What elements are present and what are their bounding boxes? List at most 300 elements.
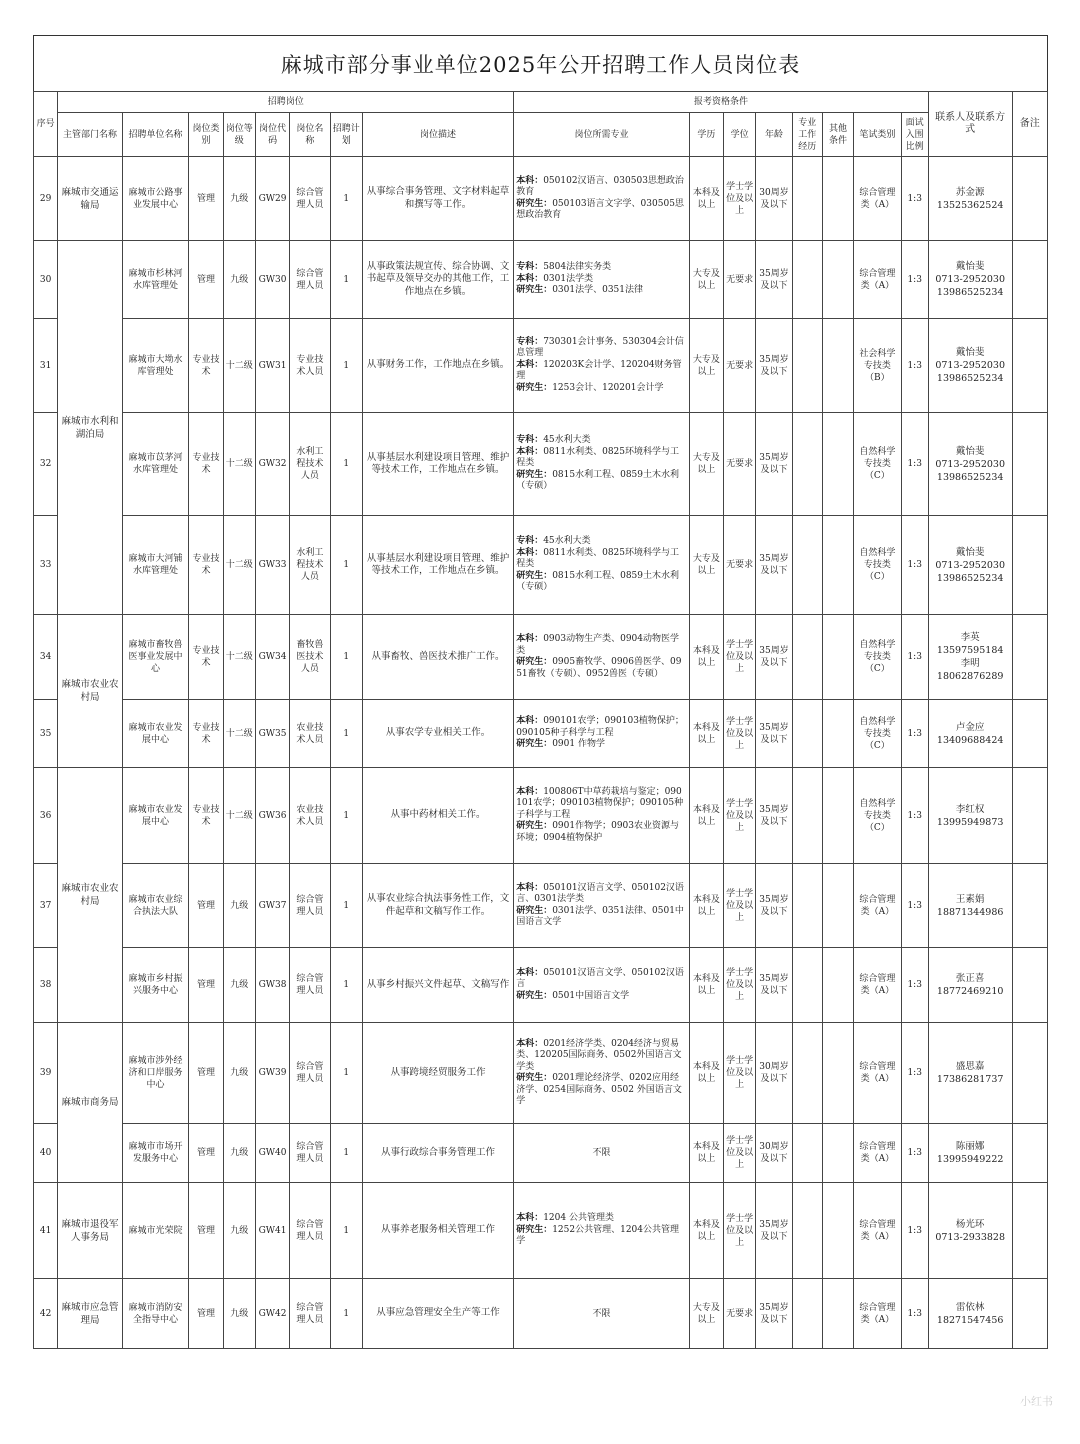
unit-cell: 麻城市农业综合执法大队 [122,864,189,948]
pname-cell: 综合管理人员 [290,1023,330,1124]
major-list: 0815水利工程、0859土木水利（专硕） [516,570,680,593]
major-list: 120203K会计学、120204财务管理 [516,359,682,382]
contact-line: 张正喜 [955,973,985,984]
exam-cell: 自然科学专技类（C） [854,768,901,864]
age-cell: 35周岁及以下 [756,948,792,1023]
major-cell [514,768,690,864]
level-cell: 十二级 [223,615,255,700]
dept-cell: 麻城市水利和湖泊局 [58,241,123,615]
major-level-label: 本科： [516,786,544,797]
major-list: 45水利大类 [543,536,591,547]
major-list: 050101汉语言文学、050102汉语言 [516,967,684,990]
quota-cell: 1 [330,413,362,516]
table-row [34,1124,1048,1183]
contact-cell [928,319,1012,413]
contact-line: 盛思嘉 [955,1061,985,1072]
header-pname: 岗位名称 [290,113,330,157]
unit-cell: 麻城市杉林河水库管理处 [122,241,189,319]
code-cell: GW36 [255,768,289,864]
header-degree: 学位 [724,113,756,157]
major-list: 0903动物生产类、0904动物医学类 [516,634,680,656]
remark-cell [1012,948,1047,1023]
contact-line: 18062876289 [936,671,1004,682]
exam-cell: 综合管理类（A） [854,948,901,1023]
pname-cell: 农业技术人员 [290,700,330,768]
category-cell: 管理 [189,1183,223,1279]
exp-cell [792,1023,822,1124]
contact-line: 0713-2952030 [935,274,1006,285]
level-cell: 九级 [223,1124,255,1183]
desc-cell: 从事行政综合事务管理工作 [362,1124,513,1183]
degree-cell: 无要求 [724,413,756,516]
contact-cell [928,768,1012,864]
exp-cell [792,1279,822,1349]
pname-cell: 综合管理人员 [290,948,330,1023]
exp-cell [792,768,822,864]
edu-cell: 大专及以上 [689,241,723,319]
major-list: 100806T中草药栽培与鉴定；090101农学；090103植物保护；090105种子科学与工程 [516,786,684,820]
ratio-cell: 1:3 [901,157,928,241]
major-level-label: 本科： [516,359,544,370]
exam-cell: 综合管理类（A） [854,1183,901,1279]
major-level-label: 研究生： [516,570,553,581]
edu-cell: 大专及以上 [689,516,723,615]
pname-cell: 综合管理人员 [290,1279,330,1349]
seq-cell: 35 [34,700,58,768]
major-cell [514,948,690,1023]
degree-cell: 学士学位及以上 [724,700,756,768]
job-table-sheet [33,35,1048,1349]
quota-cell: 1 [330,948,362,1023]
category-cell: 专业技术 [189,516,223,615]
other-cell [822,1124,853,1183]
major-list: 1253会计、120201会计学 [552,382,664,393]
ratio-cell: 1:3 [901,700,928,768]
degree-cell: 学士学位及以上 [724,1183,756,1279]
ratio-cell: 1:3 [901,319,928,413]
major-cell [514,615,690,700]
table-row [34,700,1048,768]
header-seq: 序号 [34,92,58,157]
code-cell: GW41 [255,1183,289,1279]
table-row [34,1183,1048,1279]
contact-cell [928,157,1012,241]
page-title: 麻城市部分事业单位2025年公开招聘工作人员岗位表 [33,35,1048,91]
desc-cell: 从事中药材相关工作。 [362,768,513,864]
contact-line: 0713-2952030 [935,559,1006,571]
age-cell: 35周岁及以下 [756,1183,792,1279]
level-cell: 九级 [223,864,255,948]
edu-cell: 本科及以上 [689,700,723,768]
unit-cell: 麻城市农业发展中心 [122,700,189,768]
level-cell: 九级 [223,1183,255,1279]
major-level-label: 本科： [516,634,544,644]
seq-cell: 33 [34,516,58,615]
quota-cell: 1 [330,1124,362,1183]
desc-cell: 从事农学专业相关工作。 [362,700,513,768]
remark-cell [1012,864,1047,948]
major-level-label: 研究生： [516,1224,553,1235]
contact-line: 戴怡斐 [955,445,985,457]
code-cell: GW32 [255,413,289,516]
major-cell [514,319,690,413]
age-cell: 30周岁及以下 [756,157,792,241]
unit-cell: 麻城市公路事业发展中心 [122,157,189,241]
degree-cell: 无要求 [724,241,756,319]
contact-cell [928,615,1012,700]
contact-line: 18871344986 [936,906,1004,918]
contact-line: 18772469210 [936,986,1004,997]
unit-cell: 麻城市大河铺水库管理处 [122,516,189,615]
seq-cell: 38 [34,948,58,1023]
dept-cell: 麻城市退役军人事务局 [58,1183,123,1279]
major-level-label: 本科： [516,967,544,978]
unit-cell: 麻城市大坳水库管理处 [122,319,189,413]
age-cell: 35周岁及以下 [756,700,792,768]
major-cell [514,157,690,241]
contact-line: 0713-2952030 [935,458,1006,470]
major-list: 0901 作物学 [552,739,605,750]
contact-line: 13986525234 [936,287,1004,298]
seq-cell: 40 [34,1124,58,1183]
exam-cell: 自然科学专技类（C） [854,516,901,615]
desc-cell: 从事综合事务管理、文字材料起草和撰写等工作。 [362,157,513,241]
table-row [34,864,1048,948]
category-cell: 专业技术 [189,700,223,768]
age-cell: 35周岁及以下 [756,1279,792,1349]
desc-cell: 从事政策法规宣传、综合协调、文书起草及领导交办的其他工作，工作地点在乡镇。 [362,241,513,319]
header-major: 岗位所需专业 [514,113,690,157]
header-edu: 学历 [689,113,723,157]
table-row [34,1279,1048,1349]
other-cell [822,864,853,948]
major-list: 050102汉语言、030503思想政治教育 [516,175,684,197]
remark-cell [1012,615,1047,700]
contact-line: 戴怡斐 [955,546,985,558]
major-list: 0905畜牧学、0906兽医学、0951畜牧（专硕）、0952兽医（专硕） [516,657,682,679]
contact-line: 陈丽娜 [955,1141,985,1152]
quota-cell: 1 [330,241,362,319]
major-level-label: 专科： [516,336,544,347]
remark-cell [1012,1183,1047,1279]
major-level-label: 研究生： [516,657,553,667]
level-cell: 十二级 [223,700,255,768]
exp-cell [792,864,822,948]
major-level-label: 研究生： [516,739,553,750]
other-cell [822,768,853,864]
exam-cell: 社会科学专技类（B） [854,319,901,413]
major-list: 0201经济学类、0204经济与贸易类、120205国际商务、0502外国语言文学类 [516,1038,682,1072]
exam-cell: 自然科学专技类（C） [854,413,901,516]
contact-cell [928,948,1012,1023]
degree-cell: 学士学位及以上 [724,1023,756,1124]
major-list: 090101农学；090103植物保护；090105种子科学与工程 [516,716,684,738]
degree-cell: 学士学位及以上 [724,768,756,864]
desc-cell: 从事应急管理安全生产等工作 [362,1279,513,1349]
quota-cell: 1 [330,1183,362,1279]
major-cell [514,1023,690,1124]
quota-cell: 1 [330,319,362,413]
desc-cell: 从事农业综合执法事务性工作，文件起草和文稿写作工作。 [362,864,513,948]
major-list: 0815水利工程、0859土木水利（专硕） [516,469,680,492]
major-list: 0901作物学；0903农业资源与环境；0904植物保护 [516,821,680,843]
category-cell: 管理 [189,241,223,319]
exp-cell [792,413,822,516]
header-group-post: 招聘岗位 [58,92,514,113]
major-list: 0811水利类、0825环境科学与工程类 [516,547,680,570]
pname-cell: 综合管理人员 [290,1124,330,1183]
seq-cell: 34 [34,615,58,700]
dept-cell: 麻城市应急管理局 [58,1279,123,1349]
code-cell: GW40 [255,1124,289,1183]
degree-cell: 学士学位及以上 [724,1124,756,1183]
edu-cell: 本科及以上 [689,768,723,864]
header-category: 岗位类别 [189,113,223,157]
table-row [34,768,1048,864]
seq-cell: 42 [34,1279,58,1349]
desc-cell: 从事养老服务相关管理工作 [362,1183,513,1279]
header-unit: 招聘单位名称 [122,113,189,157]
exam-cell: 综合管理类（A） [854,157,901,241]
code-cell: GW29 [255,157,289,241]
major-level-label: 本科： [516,175,544,186]
contact-cell [928,1124,1012,1183]
exam-cell: 综合管理类（A） [854,1023,901,1124]
major-level-label: 研究生： [516,382,553,393]
major-level-label: 专科： [516,435,544,446]
level-cell: 十二级 [223,413,255,516]
other-cell [822,413,853,516]
unit-cell: 麻城市消防安全指导中心 [122,1279,189,1349]
pname-cell: 水利工程技术人员 [290,413,330,516]
table-body [34,157,1048,1349]
quota-cell: 1 [330,157,362,241]
ratio-cell: 1:3 [901,948,928,1023]
header-level: 岗位等级 [223,113,255,157]
header-remark: 备注 [1012,92,1047,157]
category-cell: 专业技术 [189,615,223,700]
desc-cell: 从事基层水利建设项目管理、维护等技术工作，工作地点在乡镇。 [362,516,513,615]
category-cell: 管理 [189,1279,223,1349]
other-cell [822,319,853,413]
dept-cell: 麻城市交通运输局 [58,157,123,241]
contact-line: 13986525234 [936,471,1004,483]
category-cell: 管理 [189,1124,223,1183]
major-level-label: 本科： [516,716,544,727]
major-list: 0301法学、0351法律 [552,285,644,296]
pname-cell: 综合管理人员 [290,241,330,319]
dept-cell: 麻城市农业农村局 [58,768,123,1023]
desc-cell: 从事畜牧、兽医技术推广工作。 [362,615,513,700]
contact-cell [928,413,1012,516]
unit-cell: 麻城市涉外经济和口岸服务中心 [122,1023,189,1124]
level-cell: 九级 [223,948,255,1023]
age-cell: 35周岁及以下 [756,615,792,700]
unit-cell: 麻城市苡茅河水库管理处 [122,413,189,516]
category-cell: 管理 [189,1023,223,1124]
major-list: 0811水利类、0825环境科学与工程类 [516,446,680,469]
code-cell: GW33 [255,516,289,615]
contact-line: 13995949873 [936,816,1004,828]
unit-cell: 麻城市农业发展中心 [122,768,189,864]
contact-cell [928,700,1012,768]
remark-cell [1012,157,1047,241]
table-row [34,241,1048,319]
table-row [34,1023,1048,1124]
age-cell: 35周岁及以下 [756,241,792,319]
exam-cell: 综合管理类（A） [854,864,901,948]
other-cell [822,948,853,1023]
exp-cell [792,241,822,319]
table-row [34,157,1048,241]
age-cell: 30周岁及以下 [756,1023,792,1124]
major-list: 1252公共管理、1204公共管理学 [516,1224,680,1247]
header-ratio: 面试入围比例 [901,113,928,157]
contact-line: 13409688424 [936,734,1004,746]
degree-cell: 无要求 [724,1279,756,1349]
exam-cell: 综合管理类（A） [854,1124,901,1183]
desc-cell: 从事乡村振兴文件起草、文稿写作 [362,948,513,1023]
major-cell: 不限 [514,1124,690,1183]
contact-line: 18271547456 [936,1314,1004,1326]
quota-cell: 1 [330,700,362,768]
other-cell [822,516,853,615]
exp-cell [792,615,822,700]
edu-cell: 大专及以上 [689,1279,723,1349]
dept-cell: 麻城市商务局 [58,1023,123,1183]
quota-cell: 1 [330,768,362,864]
major-list: 050103语言文字学、030505思想政治教育 [516,198,684,220]
age-cell: 30周岁及以下 [756,1124,792,1183]
category-cell: 专业技术 [189,319,223,413]
other-cell [822,1279,853,1349]
desc-cell: 从事跨境经贸服务工作 [362,1023,513,1124]
header-exp: 专业工作经历 [792,113,822,157]
degree-cell: 学士学位及以上 [724,864,756,948]
major-cell: 不限 [514,1279,690,1349]
major-list: 0501中国语言文学 [552,990,630,1001]
contact-cell [928,1279,1012,1349]
major-list: 1204 公共管理类 [543,1213,614,1224]
category-cell: 专业技术 [189,413,223,516]
major-level-label: 本科： [516,1213,544,1224]
major-list: 0201理论经济学、0202应用经济学、0254国际商务、0502 外国语言文学 [516,1073,682,1106]
contact-line: 13525362524 [936,199,1004,211]
code-cell: GW42 [255,1279,289,1349]
quota-cell: 1 [330,864,362,948]
edu-cell: 本科及以上 [689,157,723,241]
exp-cell [792,948,822,1023]
exam-cell: 自然科学专技类（C） [854,615,901,700]
major-cell [514,413,690,516]
major-level-label: 本科： [516,882,544,893]
edu-cell: 本科及以上 [689,864,723,948]
header-desc: 岗位描述 [362,113,513,157]
contact-line: 13597595184 [936,645,1004,656]
quota-cell: 1 [330,516,362,615]
pname-cell: 畜牧兽医技术人员 [290,615,330,700]
ratio-cell: 1:3 [901,1183,928,1279]
table-row [34,413,1048,516]
ratio-cell: 1:3 [901,413,928,516]
remark-cell [1012,1279,1047,1349]
major-level-label: 本科： [516,1038,544,1049]
pname-cell: 专业技术人员 [290,319,330,413]
major-level-label: 研究生： [516,905,553,916]
other-cell [822,615,853,700]
major-list: 0301法学、0351法律、0501中国语言文学 [516,905,684,927]
desc-cell: 从事财务工作，工作地点在乡镇。 [362,319,513,413]
contact-line: 卢金应 [955,721,985,733]
pname-cell: 水利工程技术人员 [290,516,330,615]
seq-cell: 41 [34,1183,58,1279]
major-cell [514,864,690,948]
major-list: 730301会计事务、530304会计信息管理 [516,336,684,359]
dept-cell: 麻城市农业农村局 [58,615,123,768]
quota-cell: 1 [330,615,362,700]
remark-cell [1012,1124,1047,1183]
exam-cell: 自然科学专技类（C） [854,700,901,768]
ratio-cell: 1:3 [901,241,928,319]
edu-cell: 本科及以上 [689,1183,723,1279]
contact-line: 苏金源 [955,186,985,198]
seq-cell: 36 [34,768,58,864]
exam-cell: 综合管理类（A） [854,1279,901,1349]
seq-cell: 31 [34,319,58,413]
contact-cell [928,516,1012,615]
contact-line: 王素娟 [955,893,985,905]
exp-cell [792,1124,822,1183]
contact-line: 13995949222 [936,1154,1004,1165]
contact-line: 13986525234 [936,373,1004,384]
major-level-label: 研究生： [516,1073,553,1083]
contact-cell [928,864,1012,948]
major-list: 0301法学类 [543,273,594,284]
major-level-label: 研究生： [516,990,553,1001]
code-cell: GW35 [255,700,289,768]
pname-cell: 综合管理人员 [290,864,330,948]
quota-cell: 1 [330,1279,362,1349]
major-cell [514,241,690,319]
ratio-cell: 1:3 [901,768,928,864]
major-level-label: 专科： [516,536,544,547]
contact-line: 李明 [960,658,980,669]
major-cell [514,1183,690,1279]
category-cell: 专业技术 [189,768,223,864]
category-cell: 管理 [189,157,223,241]
header-contact: 联系人及联系方式 [928,92,1012,157]
header-age: 年龄 [756,113,792,157]
contact-line: 17386281737 [936,1074,1004,1085]
header-dept: 主管部门名称 [58,113,123,157]
pname-cell: 综合管理人员 [290,1183,330,1279]
remark-cell [1012,319,1047,413]
table-row [34,516,1048,615]
remark-cell [1012,768,1047,864]
age-cell: 35周岁及以下 [756,768,792,864]
header-group-req: 报考资格条件 [514,92,929,113]
degree-cell: 无要求 [724,516,756,615]
degree-cell: 学士学位及以上 [724,615,756,700]
major-cell [514,516,690,615]
code-cell: GW34 [255,615,289,700]
ratio-cell: 1:3 [901,864,928,948]
major-list: 45水利大类 [543,435,591,446]
major-cell [514,700,690,768]
table-row [34,948,1048,1023]
edu-cell: 本科及以上 [689,948,723,1023]
major-list: 050101汉语言文学、050102汉语言、0301法学类 [516,882,684,904]
